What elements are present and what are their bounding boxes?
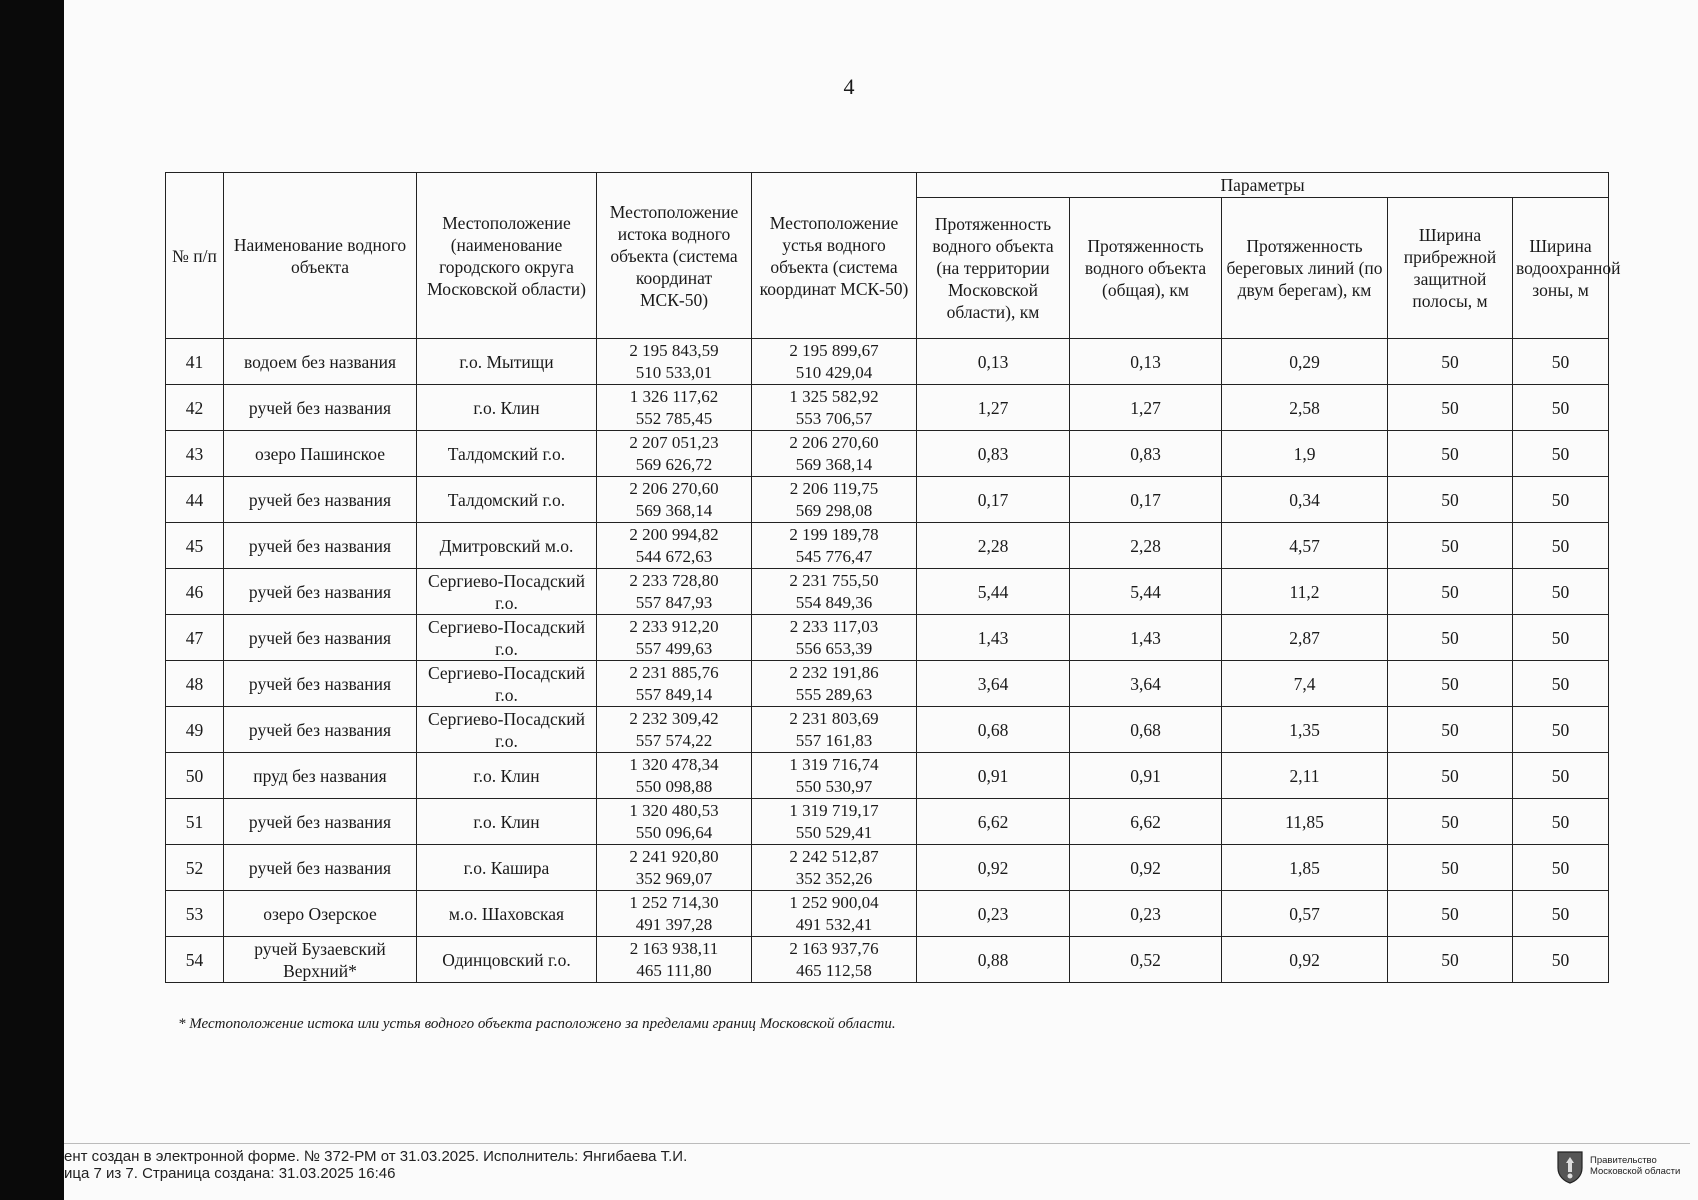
cell-mouth — [752, 431, 917, 477]
cell-source — [597, 845, 752, 891]
cell-coastal: 50 — [1388, 477, 1513, 523]
cell-source-line: 352 969,07 — [635, 868, 713, 888]
cell-mouth-line: 491 532,41 — [795, 914, 873, 934]
cell-source — [597, 431, 752, 477]
cell-location: г.о. Клин — [417, 799, 597, 845]
cell-location: г.о. Кашира — [417, 845, 597, 891]
table-row — [166, 431, 1609, 477]
cell-coastal: 50 — [1388, 523, 1513, 569]
header-protect: Ширина водоохранной зоны, м — [1513, 198, 1609, 339]
cell-source-line: 2 206 270,60 — [629, 478, 719, 498]
cell-source — [597, 339, 752, 385]
table-row — [166, 845, 1609, 891]
cell-length-total: 3,64 — [1070, 661, 1222, 707]
cell-location: Сергиево-Посадский г.о. — [417, 707, 597, 753]
cell-source-line: 2 241 920,80 — [629, 846, 719, 866]
cell-shore: 1,9 — [1222, 431, 1388, 477]
cell-protect: 50 — [1513, 661, 1609, 707]
page-number: 4 — [843, 74, 855, 99]
cell-mouth-line: 545 776,47 — [795, 546, 873, 566]
table-row — [166, 661, 1609, 707]
cell-name: ручей без названия — [224, 615, 417, 661]
cell-coastal: 50 — [1388, 431, 1513, 477]
cell-mouth-line: 2 195 899,67 — [789, 340, 879, 360]
cell-source-line: 2 195 843,59 — [629, 340, 719, 360]
cell-protect: 50 — [1513, 707, 1609, 753]
cell-mouth-line: 352 352,26 — [795, 868, 873, 888]
cell-mouth — [752, 661, 917, 707]
cell-length-total: 0,13 — [1070, 339, 1222, 385]
cell-num: 48 — [166, 661, 224, 707]
cell-mouth-line: 550 530,97 — [795, 776, 873, 796]
cell-shore: 1,85 — [1222, 845, 1388, 891]
cell-name: ручей без названия — [224, 845, 417, 891]
cell-length-total: 5,44 — [1070, 569, 1222, 615]
cell-mouth-line: 2 206 119,75 — [789, 478, 879, 498]
cell-coastal: 50 — [1388, 891, 1513, 937]
footer — [64, 1148, 687, 1182]
cell-num: 52 — [166, 845, 224, 891]
cell-mouth-line: 555 289,63 — [795, 684, 873, 704]
cell-mouth — [752, 845, 917, 891]
cell-protect: 50 — [1513, 937, 1609, 983]
table-row — [166, 753, 1609, 799]
cell-name: озеро Пашинское — [224, 431, 417, 477]
cell-mouth-line: 2 206 270,60 — [789, 432, 879, 452]
cell-mouth — [752, 477, 917, 523]
cell-protect: 50 — [1513, 845, 1609, 891]
cell-protect: 50 — [1513, 891, 1609, 937]
cell-length-mo: 0,88 — [917, 937, 1070, 983]
cell-name: ручей без названия — [224, 477, 417, 523]
cell-location: Талдомский г.о. — [417, 431, 597, 477]
cell-coastal: 50 — [1388, 753, 1513, 799]
cell-source — [597, 937, 752, 983]
cell-source-line: 1 252 714,30 — [629, 892, 719, 912]
coat-of-arms-icon — [1556, 1150, 1584, 1184]
cell-mouth-line: 2 231 803,69 — [789, 708, 879, 728]
cell-source-line: 557 499,63 — [635, 638, 713, 658]
header-name: Наименование водного объекта — [224, 173, 417, 339]
cell-coastal: 50 — [1388, 385, 1513, 431]
cell-location: Одинцовский г.о. — [417, 937, 597, 983]
cell-shore: 11,85 — [1222, 799, 1388, 845]
cell-mouth — [752, 753, 917, 799]
cell-num: 49 — [166, 707, 224, 753]
cell-length-mo: 0,68 — [917, 707, 1070, 753]
cell-shore: 2,87 — [1222, 615, 1388, 661]
cell-mouth — [752, 523, 917, 569]
cell-coastal: 50 — [1388, 799, 1513, 845]
scan-left-border — [0, 0, 64, 1200]
gov-logo-line-1: Правительство — [1590, 1155, 1657, 1166]
cell-name: пруд без названия — [224, 753, 417, 799]
cell-mouth-line: 556 653,39 — [795, 638, 873, 658]
header-num: № п/п — [166, 173, 224, 339]
cell-location: г.о. Мытищи — [417, 339, 597, 385]
cell-source-line: 2 232 309,42 — [629, 708, 719, 728]
cell-name: ручей без названия — [224, 569, 417, 615]
cell-mouth-line: 557 161,83 — [795, 730, 873, 750]
cell-num: 50 — [166, 753, 224, 799]
cell-source-line: 2 233 728,80 — [629, 570, 719, 590]
cell-source — [597, 615, 752, 661]
cell-source-line: 557 574,22 — [635, 730, 713, 750]
cell-location: Дмитровский м.о. — [417, 523, 597, 569]
header-shore: Протяженность береговых линий (по двум берегам), км — [1222, 198, 1388, 339]
cell-mouth-line: 569 368,14 — [795, 454, 873, 474]
cell-mouth — [752, 707, 917, 753]
cell-source-line: 2 233 912,20 — [629, 616, 719, 636]
table-row — [166, 569, 1609, 615]
cell-source-line: 1 320 478,34 — [629, 754, 719, 774]
cell-source-line: 550 098,88 — [635, 776, 713, 796]
cell-num: 47 — [166, 615, 224, 661]
cell-coastal: 50 — [1388, 937, 1513, 983]
cell-coastal: 50 — [1388, 707, 1513, 753]
cell-mouth-line: 510 429,04 — [795, 362, 873, 382]
cell-source-line: 2 163 938,11 — [629, 938, 719, 958]
cell-mouth — [752, 339, 917, 385]
cell-source-line: 557 849,14 — [635, 684, 713, 704]
cell-shore: 1,35 — [1222, 707, 1388, 753]
cell-length-total: 0,52 — [1070, 937, 1222, 983]
table-row — [166, 339, 1609, 385]
cell-mouth-line: 569 298,08 — [795, 500, 873, 520]
cell-name: водоем без названия — [224, 339, 417, 385]
cell-num: 41 — [166, 339, 224, 385]
cell-protect: 50 — [1513, 615, 1609, 661]
cell-mouth-line: 550 529,41 — [795, 822, 873, 842]
cell-length-total: 0,68 — [1070, 707, 1222, 753]
cell-mouth-line: 1 325 582,92 — [789, 386, 879, 406]
gov-logo-text — [1590, 1155, 1680, 1177]
cell-source — [597, 661, 752, 707]
cell-location: Талдомский г.о. — [417, 477, 597, 523]
header-mouth: Местоположение устья водного объекта (система координат МСК-50) — [752, 173, 917, 339]
cell-num: 51 — [166, 799, 224, 845]
cell-mouth-line: 2 163 937,76 — [789, 938, 879, 958]
cell-length-total: 1,43 — [1070, 615, 1222, 661]
footer-divider — [64, 1143, 1690, 1144]
footer-line-2: ица 7 из 7. Страница создана: 31.03.2025 16:46 — [64, 1165, 396, 1182]
cell-source — [597, 569, 752, 615]
cell-length-mo: 1,43 — [917, 615, 1070, 661]
water-objects-table — [165, 172, 1621, 983]
cell-shore: 0,29 — [1222, 339, 1388, 385]
cell-location: Сергиево-Посадский г.о. — [417, 615, 597, 661]
cell-num: 42 — [166, 385, 224, 431]
cell-protect: 50 — [1513, 477, 1609, 523]
cell-protect: 50 — [1513, 431, 1609, 477]
cell-mouth-line: 554 849,36 — [795, 592, 873, 612]
cell-mouth-line: 2 242 512,87 — [789, 846, 879, 866]
table-row — [166, 707, 1609, 753]
cell-name: ручей без названия — [224, 385, 417, 431]
cell-num: 54 — [166, 937, 224, 983]
cell-length-total: 0,92 — [1070, 845, 1222, 891]
table-row — [166, 615, 1609, 661]
cell-length-mo: 6,62 — [917, 799, 1070, 845]
cell-coastal: 50 — [1388, 569, 1513, 615]
cell-shore: 4,57 — [1222, 523, 1388, 569]
table-row — [166, 799, 1609, 845]
cell-mouth-line: 1 319 719,17 — [789, 800, 879, 820]
table-row — [166, 523, 1609, 569]
cell-mouth-line: 2 231 755,50 — [789, 570, 879, 590]
cell-source-line: 465 111,80 — [636, 960, 712, 980]
cell-length-total: 0,23 — [1070, 891, 1222, 937]
cell-mouth-line: 1 319 716,74 — [789, 754, 879, 774]
cell-length-mo: 2,28 — [917, 523, 1070, 569]
cell-source-line: 550 096,64 — [635, 822, 713, 842]
cell-coastal: 50 — [1388, 339, 1513, 385]
cell-mouth-line: 1 252 900,04 — [789, 892, 879, 912]
cell-coastal: 50 — [1388, 615, 1513, 661]
cell-mouth — [752, 799, 917, 845]
cell-source — [597, 385, 752, 431]
header-coastal: Ширина прибрежной защитной полосы, м — [1388, 198, 1513, 339]
header-source: Местоположение истока водного объекта (система координат МСК-50) — [597, 173, 752, 339]
cell-location: г.о. Клин — [417, 385, 597, 431]
cell-mouth — [752, 569, 917, 615]
cell-mouth — [752, 615, 917, 661]
cell-num: 43 — [166, 431, 224, 477]
cell-protect: 50 — [1513, 339, 1609, 385]
cell-length-total: 6,62 — [1070, 799, 1222, 845]
cell-mouth — [752, 891, 917, 937]
cell-coastal: 50 — [1388, 845, 1513, 891]
cell-source — [597, 799, 752, 845]
cell-length-mo: 0,23 — [917, 891, 1070, 937]
cell-source — [597, 523, 752, 569]
cell-mouth-line: 2 199 189,78 — [789, 524, 879, 544]
cell-location: Сергиево-Посадский г.о. — [417, 569, 597, 615]
header-params: Параметры — [917, 173, 1609, 198]
cell-mouth-line: 553 706,57 — [795, 408, 873, 428]
cell-source-line: 569 626,72 — [635, 454, 713, 474]
cell-num: 45 — [166, 523, 224, 569]
cell-length-mo: 0,83 — [917, 431, 1070, 477]
cell-source-line: 2 200 994,82 — [629, 524, 719, 544]
table-row — [166, 477, 1609, 523]
table-row — [166, 937, 1609, 983]
cell-shore: 11,2 — [1222, 569, 1388, 615]
cell-protect: 50 — [1513, 523, 1609, 569]
cell-length-total: 1,27 — [1070, 385, 1222, 431]
cell-source-line: 557 847,93 — [635, 592, 713, 612]
cell-mouth-line: 2 232 191,86 — [789, 662, 879, 682]
cell-source-line: 2 231 885,76 — [629, 662, 719, 682]
cell-source — [597, 891, 752, 937]
cell-length-mo: 3,64 — [917, 661, 1070, 707]
cell-protect: 50 — [1513, 799, 1609, 845]
cell-mouth — [752, 937, 917, 983]
cell-length-total: 2,28 — [1070, 523, 1222, 569]
cell-source-line: 1 320 480,53 — [629, 800, 719, 820]
cell-name: ручей без названия — [224, 523, 417, 569]
cell-mouth — [752, 385, 917, 431]
table-row — [166, 385, 1609, 431]
cell-shore: 0,57 — [1222, 891, 1388, 937]
footnote: * Местоположение истока или устья водного объекта расположено за пределами границ Московской области. — [178, 1016, 896, 1032]
cell-shore: 0,34 — [1222, 477, 1388, 523]
cell-length-mo: 1,27 — [917, 385, 1070, 431]
cell-source — [597, 707, 752, 753]
cell-source — [597, 753, 752, 799]
header-location: Местоположение (наименование городского округа Московской области) — [417, 173, 597, 339]
cell-protect: 50 — [1513, 385, 1609, 431]
cell-location: Сергиево-Посадский г.о. — [417, 661, 597, 707]
cell-num: 46 — [166, 569, 224, 615]
cell-length-mo: 0,92 — [917, 845, 1070, 891]
cell-name: ручей без названия — [224, 661, 417, 707]
cell-source-line: 2 207 051,23 — [629, 432, 719, 452]
table-row — [166, 891, 1609, 937]
header-length-total: Протяженность водного объекта (общая), км — [1070, 198, 1222, 339]
cell-location: г.о. Клин — [417, 753, 597, 799]
cell-mouth-line: 2 233 117,03 — [789, 616, 879, 636]
header-length-mo: Протяженность водного объекта (на территории Московской области), км — [917, 198, 1070, 339]
cell-length-mo: 0,91 — [917, 753, 1070, 799]
cell-protect: 50 — [1513, 753, 1609, 799]
cell-mouth-line: 465 112,58 — [796, 960, 872, 980]
cell-length-total: 0,17 — [1070, 477, 1222, 523]
cell-name: ручей без названия — [224, 707, 417, 753]
cell-source-line: 491 397,28 — [635, 914, 713, 934]
cell-protect: 50 — [1513, 569, 1609, 615]
cell-source — [597, 477, 752, 523]
cell-shore: 2,11 — [1222, 753, 1388, 799]
cell-shore: 7,4 — [1222, 661, 1388, 707]
cell-length-mo: 0,17 — [917, 477, 1070, 523]
footer-line-1: ент создан в электронной форме. № 372-РМ от 31.03.2025. Исполнитель: Янгибаева Т.И. — [64, 1148, 688, 1165]
cell-length-mo: 5,44 — [917, 569, 1070, 615]
cell-name: ручей Бузаевский Верхний* — [224, 937, 417, 983]
cell-source-line: 1 326 117,62 — [629, 386, 719, 406]
cell-source-line: 569 368,14 — [635, 500, 713, 520]
cell-name: озеро Озерское — [224, 891, 417, 937]
cell-length-mo: 0,13 — [917, 339, 1070, 385]
cell-shore: 0,92 — [1222, 937, 1388, 983]
cell-length-total: 0,91 — [1070, 753, 1222, 799]
cell-source-line: 552 785,45 — [635, 408, 713, 428]
cell-coastal: 50 — [1388, 661, 1513, 707]
cell-num: 44 — [166, 477, 224, 523]
cell-shore: 2,58 — [1222, 385, 1388, 431]
cell-location: м.о. Шаховская — [417, 891, 597, 937]
cell-num: 53 — [166, 891, 224, 937]
cell-length-total: 0,83 — [1070, 431, 1222, 477]
cell-source-line: 544 672,63 — [635, 546, 713, 566]
table-body — [166, 339, 1609, 983]
gov-logo-line-2: Московской области — [1590, 1166, 1681, 1177]
cell-name: ручей без названия — [224, 799, 417, 845]
cell-source-line: 510 533,01 — [635, 362, 713, 382]
